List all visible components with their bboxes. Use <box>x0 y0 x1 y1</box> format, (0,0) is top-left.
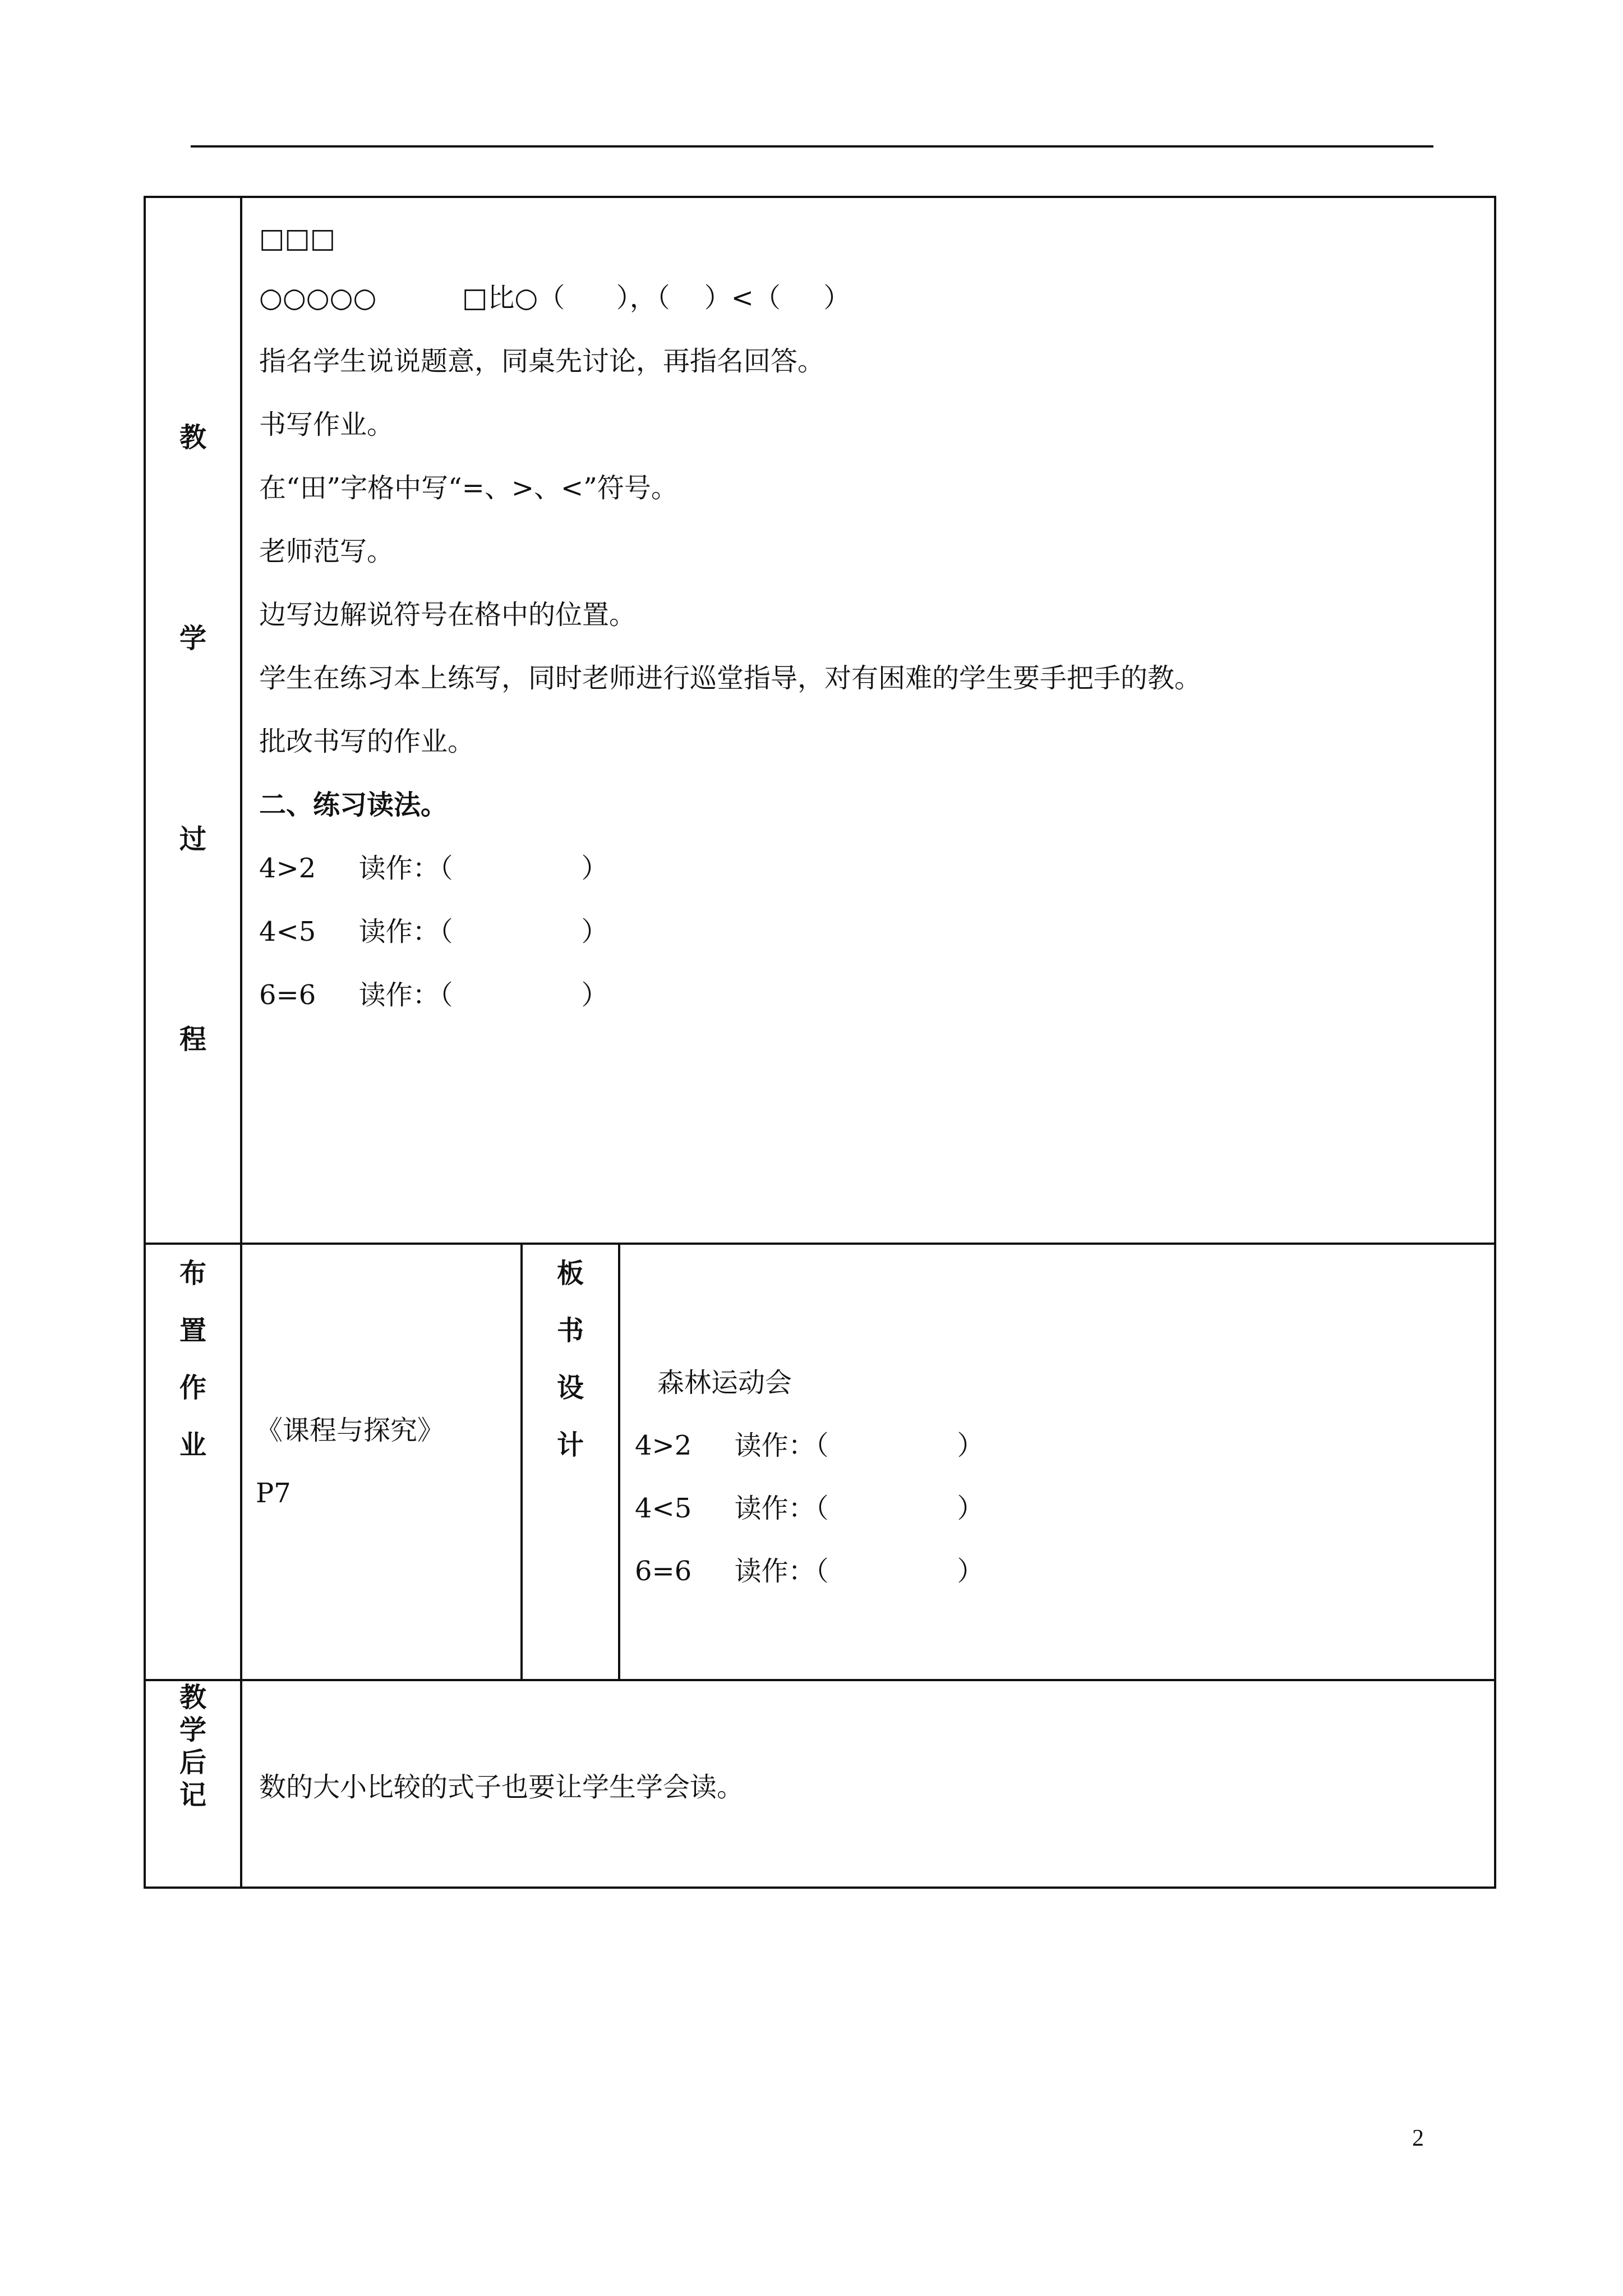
assignment-line: 《课程与探究》 <box>256 1415 445 1446</box>
reflection-label-char: 教 <box>179 1682 206 1713</box>
teaching-process-label-cell <box>145 197 241 1244</box>
assignment-line: P7 <box>256 1478 291 1509</box>
assignment-content <box>241 1244 522 1680</box>
teaching-process-content <box>241 197 1495 1244</box>
lesson-plan-table <box>144 196 1496 1889</box>
board-line: 4<5 读作：（ ） <box>635 1493 984 1524</box>
board-label-char: 书 <box>556 1315 584 1346</box>
board-line: 4>2 读作：（ ） <box>635 1430 984 1461</box>
assignment-label-cell <box>145 1244 241 1680</box>
process-label-char: 学 <box>179 623 206 654</box>
board-title: 森林运动会 <box>657 1367 792 1398</box>
header-rule <box>191 145 1433 148</box>
board-label-cell <box>522 1244 619 1680</box>
reflection-label-cell <box>145 1680 241 1888</box>
reading-exercise-line: 4<5 读作：（ ） <box>259 916 608 947</box>
board-label-char: 设 <box>556 1372 584 1404</box>
assignment-label-char: 作 <box>179 1372 206 1404</box>
process-line: 学生在练习本上练写，同时老师进行巡堂指导，对有困难的学生要手把手的教。 <box>259 662 1202 694</box>
assignment-label-char: 业 <box>179 1429 206 1461</box>
page-number: 2 <box>1412 2125 1424 2151</box>
reflection-text: 数的大小比较的式子也要让学生学会读。 <box>259 1772 744 1803</box>
assignment-board-row <box>145 1244 1495 1680</box>
board-label-char: 板 <box>556 1258 584 1289</box>
reading-exercise-line: 4>2 读作：（ ） <box>259 853 608 884</box>
reading-exercise-line: 6=6 读作：（ ） <box>259 979 608 1011</box>
reflection-row <box>145 1680 1495 1888</box>
process-line: 在“田”字格中写“=、>、<”符号。 <box>259 472 678 504</box>
reflection-label-char: 学 <box>179 1714 206 1746</box>
reflection-label-char: 记 <box>179 1779 206 1811</box>
reflection-label-char: 后 <box>179 1747 206 1778</box>
teaching-process-row <box>145 197 1495 1244</box>
process-line: 批改书写的作业。 <box>259 726 475 757</box>
process-line: 指名学生说说题意，同桌先讨论，再指名回答。 <box>259 346 825 377</box>
process-line: □□□ <box>259 223 336 254</box>
board-label-char: 计 <box>556 1429 584 1461</box>
process-label-char: 过 <box>179 823 206 855</box>
process-line: 边写边解说符号在格中的位置。 <box>259 599 637 631</box>
process-label-char: 教 <box>179 422 206 453</box>
process-line: 老师范写。 <box>259 536 394 567</box>
assignment-label-char: 置 <box>179 1315 206 1346</box>
board-design-content <box>619 1244 1495 1680</box>
process-line: ○○○○○ □比○（ ），（ ）<（ ） <box>259 282 851 314</box>
process-label-char: 程 <box>179 1024 206 1055</box>
board-line: 6=6 读作：（ ） <box>635 1556 984 1587</box>
reflection-content <box>241 1680 1495 1888</box>
section-heading: 二、练习读法。 <box>259 789 448 821</box>
assignment-label-char: 布 <box>179 1258 206 1289</box>
process-line: 书写作业。 <box>259 409 394 440</box>
